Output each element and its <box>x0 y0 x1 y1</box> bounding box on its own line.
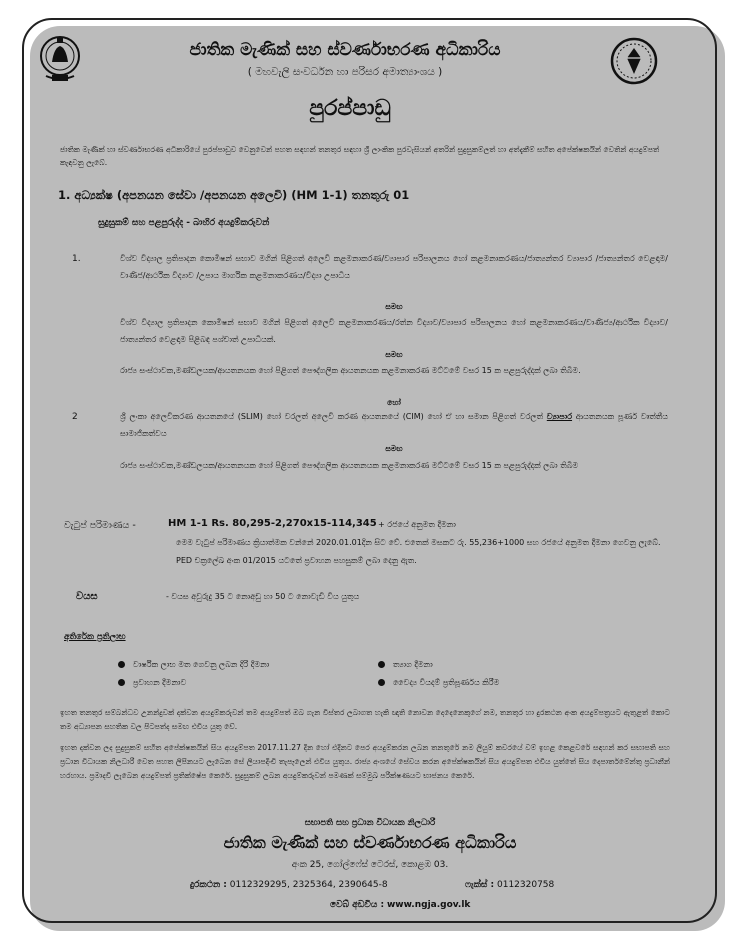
item-1-postgraduate: විශ්ව විද්‍යාල ප්‍රතිපාදන කොමිෂන් සභාව මගින් පිළිගත් අලෙවි කළමනාකරණය/රත්න විද්‍යාව/ව්‍යාපාර පරිපාලනය හෝ කළමනාකරණය/වාණිජ්‍ය/ආර්ථික විද්‍යාව/ජාත්‍යන්තර වෙළඳාම පිළිබඳ පශ්චාත් උපාධියක්. <box>120 318 668 344</box>
benefit-item: වෛද්‍ය වියදම් ප්‍රතිපූර්ණය කිරීම <box>378 678 499 688</box>
conjunction-or: හෝ <box>387 398 401 407</box>
benefits-heading: අතිරේක ප්‍රතිලාභ <box>64 632 126 642</box>
fax-label: ෆැක්ස් : <box>465 880 495 890</box>
salary-note <box>176 535 666 568</box>
signatory-role: සභාපති සහ ප්‍රධාන විධායක නිලධාරී <box>304 818 436 828</box>
application-note-1: ඉහත තනතුර සම්බන්ධව උනන්දුවක් දක්වන අයදුම්කරුවන් තම අයදුම්පත් ඔබ ගැන විස්තර ලබාගත හැකි ඥාති නොවන දෙදෙනෙකුගේ නම, තනතුර හා දුරකථන අංක අයදුම්පත්‍රයට ඇතුළත් කොට තම අධ්‍යාපන සහතික වල පිටපත්ද සමඟ එවිය යුතු වේ. <box>60 708 670 731</box>
item-1-experience: රාජ්‍ය සංස්ථාවක,මණ්ඩලයක/ආයතනයක හෝ පිළිගත් පෞද්ගලික ආයතනයක කළමනාකරණ මට්ටමේ වසර 15 ක පළපුරුද්දක් ලබා තිබීම. <box>120 366 581 375</box>
item-2-experience: රාජ්‍ය සංස්ථාවක,මණ්ඩලයක/ආයතනයක හෝ පිළිගත් පෞද්ගලික ආයතනයක කළමනාකරණ මට්ටමේ වසර 15 ක පළපුරුද්දක් ලබා තිබීම <box>120 461 579 470</box>
salary-allowance: + රජයේ අනුමත දීමනා <box>378 520 456 529</box>
org-title: ජාතික මැණික් සහ ස්වර්ණාභරණ අධිකාරිය <box>189 40 501 60</box>
conjunction-and-1: සමඟ <box>385 302 403 311</box>
national-emblem-icon <box>38 32 82 84</box>
fax-line <box>465 880 554 890</box>
bullet-icon <box>378 679 385 686</box>
item-2-text-b: ආයතනයක පූර්ණ වෘත්තීය සාමාජිකත්වය <box>120 412 669 438</box>
phone-numbers: 0112329295, 2325364, 2390645-8 <box>229 880 388 890</box>
bullet-icon <box>118 679 125 686</box>
item-2-text-underlined: ව්‍යාපාර <box>546 412 573 421</box>
vacancies-heading: පුරප්පාඩු <box>309 96 391 121</box>
conjunction-and-3: සමඟ <box>385 444 403 453</box>
qualifications-heading: සුදුසුකම් සහ පළපුරුද්ද - බාහිර අයදුම්කරුවන් <box>98 218 270 228</box>
authority-logo-icon <box>610 34 658 88</box>
salary-value: HM 1-1 Rs. 80,295-2,270x15-114,345 <box>168 518 377 529</box>
item-2-number: 2 <box>72 412 78 422</box>
item-2-membership <box>120 408 668 442</box>
website-line <box>330 900 470 910</box>
post-title: 1. අධ්‍යක්ෂ (අපනයන සේවා /අපනයන අලෙවි) (HM 1-1) තනතුරු 01 <box>58 188 410 202</box>
ministry-subtitle: ( මහවැලි සංවර්ධන හා පරිසර අමාත්‍යාංශය ) <box>247 66 443 78</box>
intro-paragraph: ජාතික මැණික් හා ස්වර්ණාභරණ අධිකාරියේ පුරප්පාඩුව වෙනුවෙන් පහත සඳහන් තනතුර සඳහා ශ්‍රී ලාංකික පුරවැසියන් අතරින් සුදුසුකම්ලත් හා අත්දැකීම් සහිත අපේක්ෂකයින් වෙතින් අයදුම්පත් කැඳවනු ලැබේ. <box>60 145 660 167</box>
signatory-org: ජාතික මැණික් සහ ස්වර්ණාභරණ අධිකාරිය <box>223 833 517 852</box>
item-1-number: 1. <box>72 254 81 264</box>
benefit-item: වාර්ෂික ලාභ මත ගෙවනු ලබන දිරි දීමනා <box>118 660 269 670</box>
conjunction-and-2: සමඟ <box>385 350 403 359</box>
address: අංක 25, ගෝල්ෆේස් ටෙරස්, කොළඹ 03. <box>291 860 449 870</box>
benefit-item: ප්‍රවාහන දීමනාව <box>118 678 186 688</box>
item-1-degree: විශ්ව විද්‍යාල ප්‍රතිපාදන කොමිෂන් සභාව මගින් පිළිගත් අලෙවි කළමනාකරණ/ව්‍යාපාර පරිපාලනය හෝ කළමනාකරණය/ජාත්‍යන්තර ව්‍යාපාර /ජාත්‍යන්තර වෙළඳාම/වාණිජ/ආර්ථික විද්‍යාව /උපාය මාර්ගික කළමනාකරණය/විද්‍යා උපාධිය <box>120 254 668 280</box>
website-url[interactable]: www.ngja.gov.lk <box>386 900 471 910</box>
bullet-icon <box>378 661 385 668</box>
item-2-text-a: ශ්‍රී ලංකා අලෙවිකරණ ආයතනයේ (SLIM) හෝ වරලත් අලෙවි කරණ ආයතනයේ (CIM) හෝ ඒ හා සමාන පිළිගත් වරලත් <box>120 412 544 421</box>
salary-note-1: මෙම වැටුප් පරිමාණය ක්‍රියාත්මක වන්නේ 2020.01.01දින සිට වේ. එතෙක් මසකට රු. 55,236+1000 සහ රජයේ අනුමත දීමනා ගෙවනු ලැබේ. <box>176 538 661 547</box>
benefit-item: ත්‍යාග දීමනා <box>378 660 433 670</box>
application-note-2: ඉහත දක්වන ලද සුදුසුකම් සහිත අපේක්ෂකයින් සිය අයදුම්පත 2017.11.27 දින හෝ එදිනට පෙර අයදුම්කරන ලබන තනතුරේ නම ලියුම් කවරයේ වම් ඉහළ කෙළවරේ සඳහන් කර සභාපති සහ ප්‍රධාන විධායක නිලධාරී වෙත පහත ලිපිනයට ලැබෙන සේ ලියාපදිංචි තැපෑලෙන් එවිය යුතුය. රාජ්‍ය අංශයේ සේවය කරන අපේක්ෂකයින් සිය අයදුම්පත එවිය යුත්තේ සිය දෙපාර්තමේන්තු ප්‍රධානීන් හරහාය. ප්‍රමාදවී ලැබෙන අයදුම්පත් ප්‍රතික්ෂේප කෙරේ. සුදුසුකම් ලබන අයදුම්කරුවන් පමණක් සම්මුඛ පරීක්ෂණයට භාජනය කෙරේ. <box>60 743 670 780</box>
age-value: - වයස අවුරුදු 35 ට නොඅඩු හා 50 ට නොවැඩි විය යුතුය <box>166 592 360 601</box>
salary-note-2: PED චක්‍රලේඛ අංක 01/2015 යටතේ ප්‍රවාහන පහසුකම් ලබා දෙනු ඇත. <box>176 556 417 565</box>
website-label: වෙබ් අඩවිය : <box>330 900 385 910</box>
age-label: වයස <box>76 591 98 602</box>
fax-number: 0112320758 <box>497 880 555 890</box>
phone-line <box>190 880 388 890</box>
bullet-icon <box>118 661 125 668</box>
salary-label: වැටුප් පරිමාණය - <box>64 520 136 531</box>
phone-label: දුරකථන : <box>190 880 227 890</box>
